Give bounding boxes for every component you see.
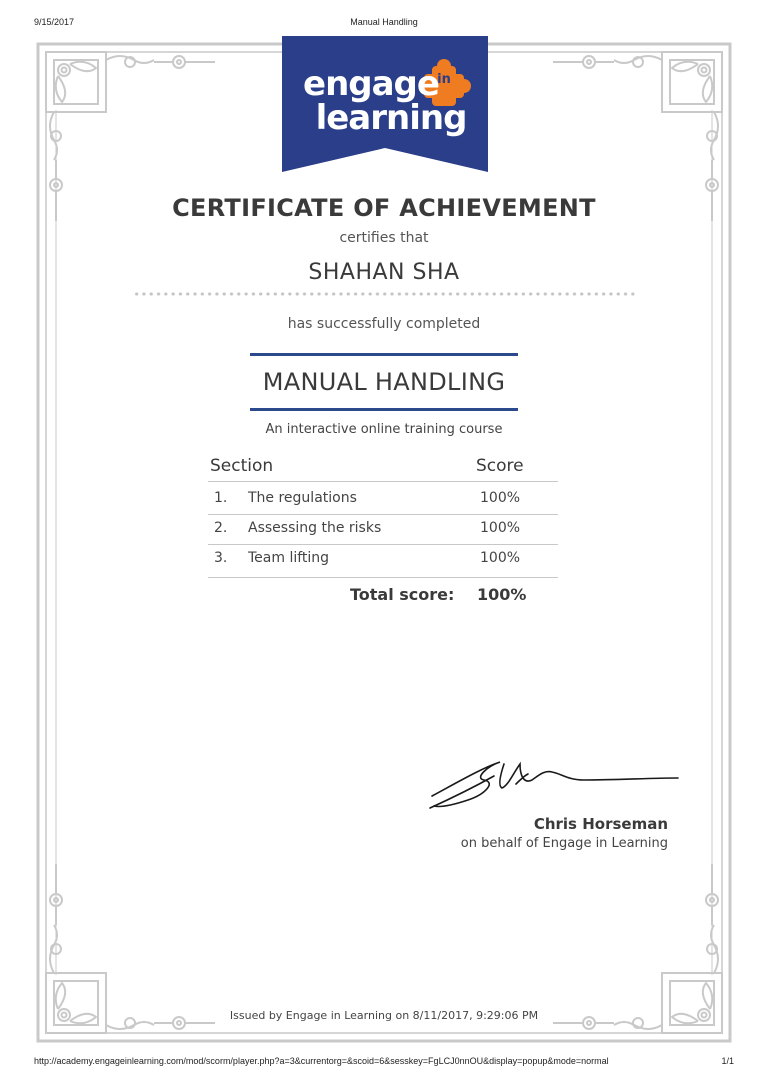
certifies-text: certifies that <box>339 230 429 246</box>
table-rule <box>208 514 558 515</box>
logo-learning: learning <box>315 98 467 138</box>
logo-engage: engage <box>303 64 439 104</box>
print-url: http://academy.engageinlearning.com/mod/scorm/player.php?a=3&currentorg=&scoid=6&sesskey=FgLCJ0nnOU&display=popup&mode=normal <box>34 1056 609 1066</box>
dotted-divider <box>133 292 635 296</box>
recipient-name: SHAHAN SHA <box>308 260 460 285</box>
row-section: Assessing the risks <box>248 520 382 536</box>
row-section: Team lifting <box>248 550 330 566</box>
total-score-label: Total score: <box>350 585 455 604</box>
print-header <box>0 17 768 31</box>
row-score: 100% <box>480 550 521 566</box>
logo-text-group <box>282 36 488 172</box>
signatory-name: Chris Horseman <box>533 815 668 833</box>
row-number: 1. <box>214 490 228 506</box>
completed-text: has successfully completed <box>287 316 481 332</box>
print-title: Manual Handling <box>350 17 418 27</box>
course-title: MANUAL HANDLING <box>262 368 506 396</box>
table-rule <box>208 577 558 578</box>
certificate-title: CERTIFICATE OF ACHIEVEMENT <box>172 194 596 222</box>
course-description: An interactive online training course <box>265 422 503 437</box>
row-number: 3. <box>214 550 228 566</box>
certificate-border <box>34 40 734 1045</box>
row-number: 2. <box>214 520 228 536</box>
table-rule <box>208 481 558 482</box>
row-score: 100% <box>480 520 521 536</box>
print-page-number: 1/1 <box>721 1056 734 1066</box>
section-header: Section <box>210 456 274 476</box>
issued-statement: Issued by Engage in Learning on 8/11/2017, 9:29:06 PM <box>229 1009 539 1022</box>
signatory-role: on behalf of Engage in Learning <box>460 836 668 851</box>
score-header: Score <box>476 456 524 476</box>
table-rule <box>208 544 558 545</box>
total-score-value: 100% <box>477 585 527 604</box>
print-footer <box>0 1056 768 1070</box>
course-rule-bottom <box>250 408 518 411</box>
row-section: The regulations <box>248 490 357 506</box>
course-rule-top <box>250 353 518 356</box>
row-score: 100% <box>480 490 521 506</box>
signature-image <box>428 756 680 812</box>
print-date: 9/15/2017 <box>34 17 75 27</box>
logo-in-badge: in <box>437 72 451 87</box>
